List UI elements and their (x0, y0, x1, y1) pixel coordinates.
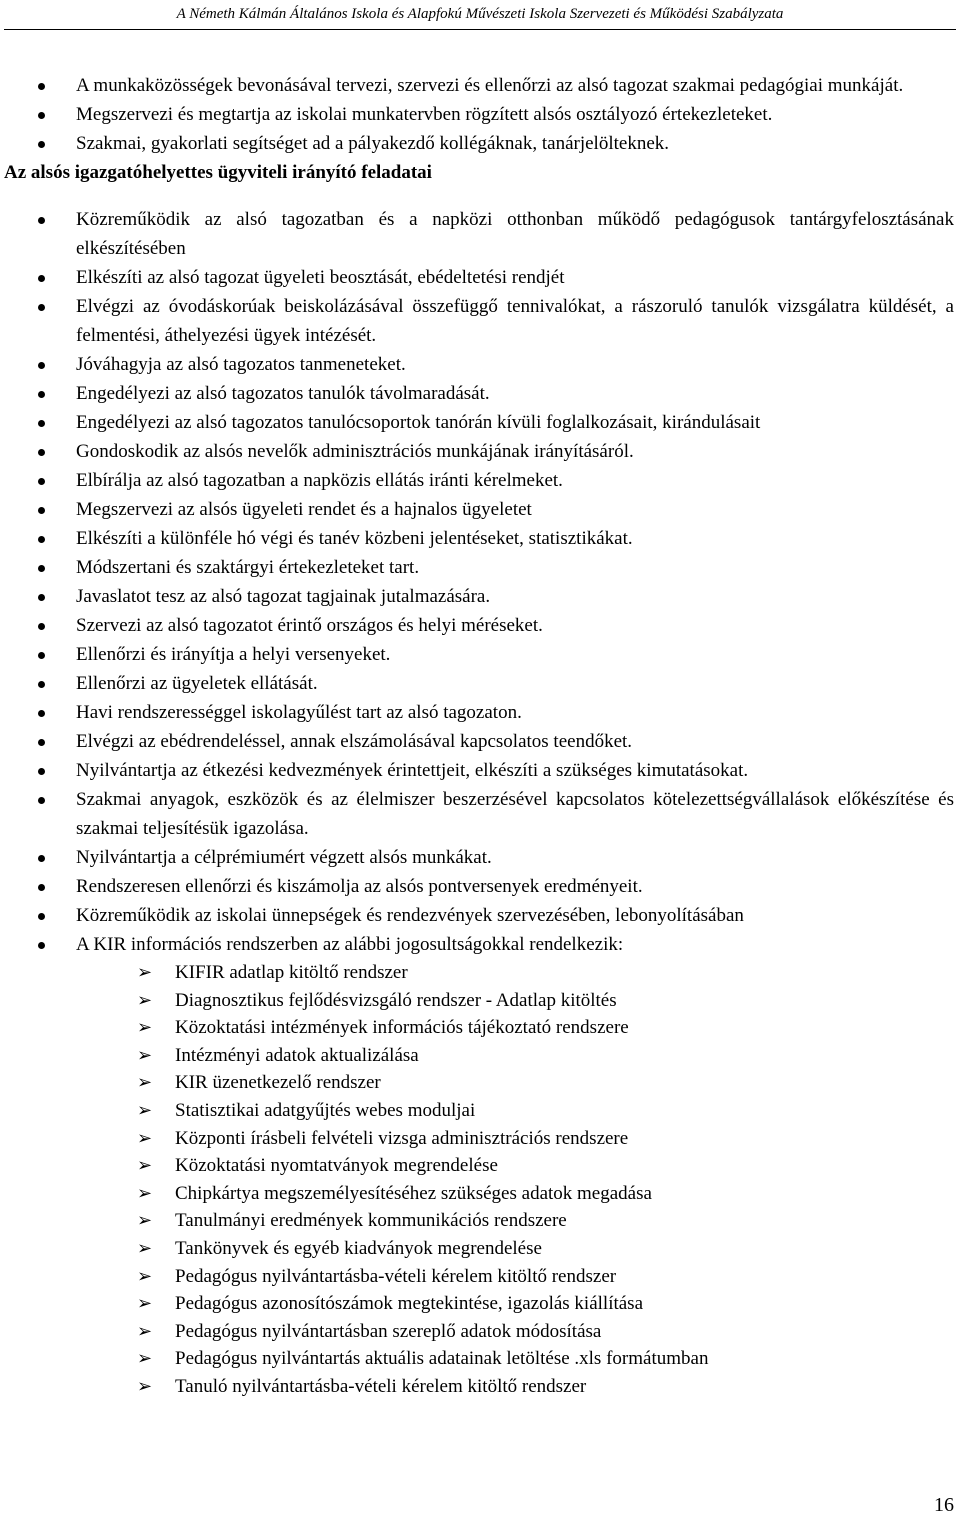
arrow-bullet-icon: ➢ (137, 1182, 153, 1203)
bullet-icon (38, 449, 45, 456)
list-item (0, 930, 960, 959)
bullet-icon (38, 275, 45, 282)
bullet-icon (38, 112, 45, 119)
bullet-icon (38, 913, 45, 920)
list-item (0, 408, 960, 437)
list-item-text: Módszertani és szaktárgyi értekezleteket tart. (76, 557, 420, 578)
list-item-text: A KIR információs rendszerben az alábbi jogosultságokkal rendelkezik: (76, 934, 624, 955)
intro-list (0, 71, 960, 158)
bullet-icon (38, 141, 45, 148)
section-heading: Az alsós igazgatóhelyettes ügyviteli irányító feladatai (4, 162, 432, 183)
list-item-text: Javaslatot tesz az alsó tagozat tagjainak jutalmazására. (76, 586, 491, 607)
list-item (0, 524, 960, 553)
list-item-text: Megszervezi és megtartja az iskolai munkatervben rögzített alsós osztályozó értekezleteket. (76, 104, 773, 125)
list-item-text: Rendszeresen ellenőrzi és kiszámolja az alsós pontversenyek eredményeit. (76, 876, 643, 897)
list-item (0, 987, 960, 1015)
list-item-text: Ellenőrzi az ügyeletek ellátását. (76, 673, 318, 694)
bullet-icon (38, 507, 45, 514)
bullet-icon (38, 855, 45, 862)
arrow-bullet-icon: ➢ (137, 1155, 153, 1176)
bullet-icon (38, 594, 45, 601)
list-item (0, 1152, 960, 1180)
list-item (0, 129, 960, 158)
list-item (0, 959, 960, 987)
list-item-text: Elvégzi az ebédrendeléssel, annak elszámolásával kapcsolatos teendőket. (76, 731, 633, 752)
bullet-icon (38, 797, 45, 804)
list-item-text: Havi rendszerességgel iskolagyűlést tart az alsó tagozaton. (76, 702, 522, 723)
page-number: 16 (934, 1494, 954, 1516)
list-item (0, 1373, 960, 1401)
list-item-text: KIR üzenetkezelő rendszer (175, 1072, 381, 1094)
list-item-text: Elbírálja az alsó tagozatban a napközis ellátás iránti kérelmeket. (76, 470, 563, 491)
list-item (0, 1180, 960, 1208)
kir-permissions-list (0, 959, 960, 1401)
header-title: A Németh Kálmán Általános Iskola és Alapfokú Művészeti Iskola Szervezeti és Működési Szabályzata (176, 6, 784, 22)
list-item (0, 1069, 960, 1097)
bullet-icon (38, 768, 45, 775)
list-item-text: Szakmai, gyakorlati segítséget ad a pályakezdő kollégáknak, tanárjelölteknek. (76, 133, 669, 154)
bullet-icon (38, 420, 45, 427)
bullet-icon (38, 83, 45, 90)
bullet-icon (38, 884, 45, 891)
list-item-text: Elkészíti a különféle hó végi és tanév közbeni jelentéseket, statisztikákat. (76, 528, 633, 549)
list-item (0, 1235, 960, 1263)
list-item-text: Pedagógus nyilvántartásba-vételi kérelem kitöltő rendszer (175, 1265, 617, 1287)
arrow-bullet-icon: ➢ (137, 1044, 153, 1065)
arrow-bullet-icon: ➢ (137, 1017, 153, 1038)
duties-list (0, 205, 960, 959)
list-item (0, 205, 960, 263)
arrow-bullet-icon: ➢ (137, 1099, 153, 1120)
arrow-bullet-icon: ➢ (137, 962, 153, 982)
arrow-bullet-icon: ➢ (137, 1072, 153, 1093)
list-item (0, 1042, 960, 1070)
bullet-icon (38, 362, 45, 369)
arrow-bullet-icon: ➢ (137, 1237, 153, 1258)
arrow-bullet-icon: ➢ (137, 989, 153, 1010)
bullet-icon (38, 536, 45, 543)
list-item (0, 611, 960, 640)
bullet-icon (38, 681, 45, 688)
list-item (0, 292, 960, 350)
arrow-bullet-icon: ➢ (137, 1210, 153, 1231)
list-item-text: Központi írásbeli felvételi vizsga adminisztrációs rendszere (175, 1127, 629, 1149)
bullet-icon (38, 304, 45, 311)
bullet-icon (38, 217, 45, 224)
list-item-text: Diagnosztikus fejlődésvizsgáló rendszer - Adatlap kitöltés (175, 989, 617, 1011)
list-item-text: A munkaközösségek bevonásával tervezi, szervezi és ellenőrzi az alsó tagozat szakmai pedagógiai munkáját. (76, 75, 904, 96)
list-item-text: Nyilvántartja az étkezési kedvezmények érintettjeit, elkészíti a szükséges kimutatásokat. (76, 760, 749, 781)
list-item-text: Tankönyvek és egyéb kiadványok megrendelése (175, 1237, 542, 1259)
list-item-text: Közoktatási nyomtatványok megrendelése (175, 1155, 498, 1177)
list-item-text: Szakmai anyagok, eszközök és az élelmiszer beszerzésével kapcsolatos kötelezettségvállalások előkészítése és szakmai teljesítésük igazolása. (76, 789, 954, 839)
list-item-text: Pedagógus nyilvántartás aktuális adatainak letöltése .xls formátumban (175, 1348, 709, 1370)
list-item (0, 100, 960, 129)
list-item (0, 379, 960, 408)
list-item (0, 901, 960, 930)
bullet-icon (38, 623, 45, 630)
list-item-text: Elkészíti az alsó tagozat ügyeleti beosztását, ebédeltetési rendjét (76, 267, 565, 288)
page-header (0, 4, 960, 24)
list-item-text: KIFIR adatlap kitöltő rendszer (175, 962, 408, 983)
list-item-text: Pedagógus azonosítószámok megtekintése, igazolás kiállítása (175, 1293, 644, 1315)
list-item (0, 553, 960, 582)
list-item-text: Ellenőrzi és irányítja a helyi versenyeket. (76, 644, 391, 665)
list-item (0, 437, 960, 466)
list-item-text: Közreműködik az alsó tagozatban és a napközi otthonban működő pedagógusok tantárgyfelosztásának elkészítésében (76, 209, 954, 259)
bullet-icon (38, 565, 45, 572)
list-item (0, 1097, 960, 1125)
arrow-bullet-icon: ➢ (137, 1348, 153, 1369)
list-item-text: Statisztikai adatgyűjtés webes moduljai (175, 1099, 476, 1121)
list-item (0, 1345, 960, 1373)
bullet-icon (38, 652, 45, 659)
list-item-text: Intézményi adatok aktualizálása (175, 1044, 419, 1066)
list-item-text: Engedélyezi az alsó tagozatos tanulók távolmaradását. (76, 383, 490, 404)
list-item-text: Közoktatási intézmények információs tájékoztató rendszere (175, 1017, 629, 1039)
list-item (0, 495, 960, 524)
list-item (0, 669, 960, 698)
list-item-text: Tanuló nyilvántartásba-vételi kérelem kitöltő rendszer (175, 1375, 587, 1397)
list-item-text: Megszervezi az alsós ügyeleti rendet és a hajnalos ügyeletet (76, 499, 532, 520)
document-body (0, 71, 960, 1401)
list-item (0, 350, 960, 379)
list-item (0, 582, 960, 611)
list-item-text: Jóváhagyja az alsó tagozatos tanmeneteket. (76, 354, 406, 375)
list-item (0, 756, 960, 785)
list-item-text: Tanulmányi eredmények kommunikációs rendszere (175, 1210, 567, 1232)
list-item (0, 263, 960, 292)
list-item (0, 1014, 960, 1042)
list-item-text: Nyilvántartja a célprémiumért végzett alsós munkákat. (76, 847, 492, 868)
arrow-bullet-icon: ➢ (137, 1375, 153, 1396)
list-item-text: Chipkártya megszemélyesítéséhez szükséges adatok megadása (175, 1182, 652, 1204)
list-item (0, 698, 960, 727)
list-item (0, 872, 960, 901)
list-item-text: Elvégzi az óvodáskorúak beiskolázásával összefüggő tennivalókat, a rászoruló tanulók vizsgálatra küldését, a felmentési, áthelyezési ügyek intézését. (76, 296, 954, 346)
list-item (0, 785, 960, 843)
header-divider (4, 29, 956, 30)
list-item-text: Pedagógus nyilvántartásban szereplő adatok módosítása (175, 1320, 602, 1342)
list-item-text: Gondoskodik az alsós nevelők adminisztrációs munkájának irányításáról. (76, 441, 634, 462)
bullet-icon (38, 710, 45, 717)
bullet-icon (38, 942, 45, 949)
list-item-text: Szervezi az alsó tagozatot érintő országos és helyi méréseket. (76, 615, 543, 636)
bullet-icon (38, 739, 45, 746)
list-item (0, 466, 960, 495)
list-item (0, 1290, 960, 1318)
list-item (0, 640, 960, 669)
list-item-text: Engedélyezi az alsó tagozatos tanulócsoportok tanórán kívüli foglalkozásait, kirándulásait (76, 412, 761, 433)
bullet-icon (38, 391, 45, 398)
list-item (0, 1125, 960, 1153)
arrow-bullet-icon: ➢ (137, 1320, 153, 1341)
list-item (0, 727, 960, 756)
list-item (0, 71, 960, 100)
list-item (0, 1207, 960, 1235)
list-item (0, 843, 960, 872)
list-item-text: Közreműködik az iskolai ünnepségek és rendezvények szervezésében, lebonyolításában (76, 905, 744, 926)
arrow-bullet-icon: ➢ (137, 1127, 153, 1148)
bullet-icon (38, 478, 45, 485)
list-item (0, 1318, 960, 1346)
arrow-bullet-icon: ➢ (137, 1293, 153, 1314)
arrow-bullet-icon: ➢ (137, 1265, 153, 1286)
list-item (0, 1263, 960, 1291)
